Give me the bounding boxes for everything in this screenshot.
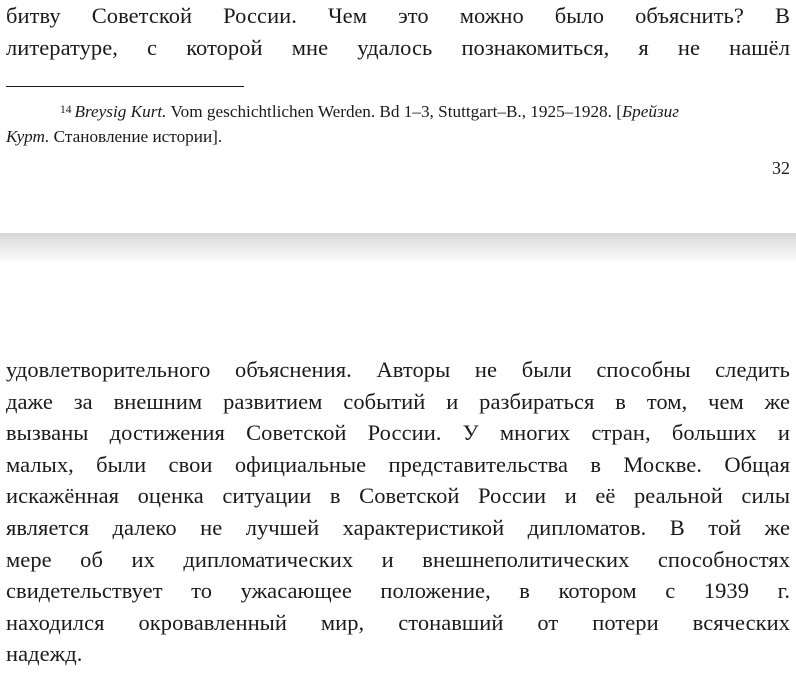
- footnote-author-cyrillic: Брейзиг: [621, 102, 679, 121]
- text-line: литературе, с которой мне удалось познакомиться, я не нашёл: [6, 34, 790, 60]
- text-line: свидетельствует то ужасающее положение, в котором с 1939 г.: [6, 578, 790, 604]
- footnote-title-cyrillic: Становление истории].: [49, 127, 223, 146]
- text-line: битву Советской России. Чем это можно было объяснить? В: [6, 3, 790, 28]
- page-number: 32: [772, 158, 790, 178]
- footnote-marker: 14: [60, 104, 72, 116]
- footnote-author-cyrillic-cont: Курт.: [6, 127, 50, 146]
- text-line: мере об их дипломатических и внешнеполитических способностях: [6, 546, 790, 572]
- footnote-line: [6, 124, 786, 149]
- text-line: малых, были свои официальные представительства в Москве. Общая: [6, 451, 790, 477]
- footnote-separator: [6, 86, 244, 87]
- body-text-bottom: [6, 354, 790, 670]
- footnote-line: [6, 98, 786, 124]
- body-text-top: [6, 0, 790, 63]
- footnote-14: [6, 98, 786, 149]
- text-line: искажённая оценка ситуации в Советской России и её реальной силы: [6, 483, 790, 509]
- text-line: надежд.: [6, 641, 83, 667]
- text-line: даже за внешним развитием событий и разбираться в том, чем же: [6, 388, 790, 414]
- footnote-author: Breysig Kurt.: [74, 102, 167, 121]
- footnote-title: Vom geschichtlichen Werden. Bd 1–3, Stuttgart–B., 1925–1928. [: [166, 102, 622, 121]
- text-line: находился окровавленный мир, стонавший от потери всяческих: [6, 609, 790, 635]
- text-line: вызваны достижения Советской России. У многих стран, больших и: [6, 420, 790, 446]
- text-line: является далеко не лучшей характеристикой дипломатов. В той же: [6, 514, 790, 540]
- page-separator: [0, 233, 796, 261]
- text-line: удовлетворительного объяснения. Авторы не были способны следить: [6, 357, 790, 382]
